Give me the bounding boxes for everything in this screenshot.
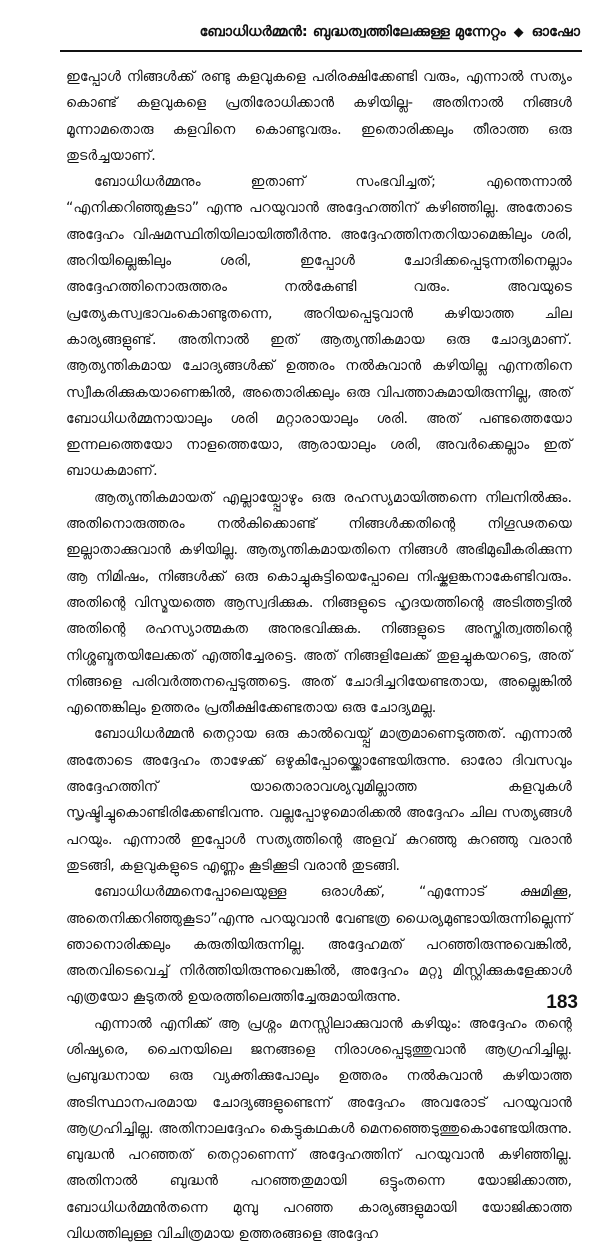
header-rule (60, 50, 582, 52)
diamond-icon: ◆ (513, 24, 524, 40)
paragraph-3: ആത്യന്തികമായത് എല്ലായ്പ്പോഴും ഒരു രഹസ്യമായിത്തന്നെ നിലനിൽക്കും. അതിനൊരുത്തരം നൽകിക്കൊണ്ട് നിങ്ങൾക്കതിന്റെ നിഗൂഢതയെ ഇല്ലാതാക്കുവാൻ കഴിയില്ല. ആത്യന്തികമായതിനെ നിങ്ങൾ അഭിമുഖീകരിക്കുന്ന ആ നിമിഷം, നിങ്ങൾക്ക് ഒരു കൊച്ചുകുട്ടിയെപ്പോലെ നിഷ്കളങ്കനാകേണ്ടിവരും. അതിന്റെ വിസ്മയത്തെ ആസ്വദിക്കുക. നിങ്ങളുടെ ഹൃദയത്തിന്റെ അടിത്തട്ടിൽ അതിന്റെ രഹസ്യാത്മകത അനുഭവിക്കുക. നിങ്ങളുടെ അസ്തിത്വത്തിന്റെ നിശ്ശബ്ദതയിലേക്കത് എത്തിച്ചേരട്ടെ. അത് നിങ്ങളിലേക്ക് തുളച്ചുകയറട്ടെ, അത് നിങ്ങളെ പരിവർത്തനപ്പെടുത്തട്ടെ. അത് ചോദിച്ചറിയേണ്ടതായ, അല്ലെങ്കിൽ എന്തെങ്കിലും ഉത്തരം പ്രതീക്ഷിക്കേണ്ടതായ ഒരു ചോദ്യമല്ല. (66, 489, 572, 717)
body-text (66, 64, 572, 1247)
header-author: ഓഷോ (531, 24, 580, 40)
page-number: 183 (546, 992, 578, 1013)
running-header (60, 24, 580, 40)
paragraph-1: ഇപ്പോൾ നിങ്ങൾക്ക് രണ്ടു കളവുകളെ പരിരക്ഷിക്കേണ്ടി വരും, എന്നാൽ സത്യം കൊണ്ട് കളവുകളെ പ്രതിരോധിക്കാൻ കഴിയില്ല- അതിനാൽ നിങ്ങൾ മൂന്നാമതൊരു കളവിനെ കൊണ്ടുവരും. ഇതൊരിക്കലും തീരാത്ത ഒരു തുടർച്ചയാണ്. (66, 69, 572, 164)
header-title: ബോധിധർമ്മൻ: ബുദ്ധത്വത്തിലേക്കുള്ള മുന്നേറ്റം (199, 24, 506, 40)
paragraph-2: ബോധിധർമ്മനും ഇതാണ് സംഭവിച്ചത്; എന്തെന്നാൽ “എനിക്കറിഞ്ഞുകൂടാ” എന്നു പറയുവാൻ അദ്ദേഹത്തിന് കഴിഞ്ഞില്ല. അതോടെ അദ്ദേഹം വിഷമസ്ഥിതിയിലായിത്തീർന്നു. അദ്ദേഹത്തിനതറിയാമെങ്കിലും ശരി, അറിയില്ലെങ്കിലും ശരി, ഇപ്പോൾ ചോദിക്കപ്പെടുന്നതിനെല്ലാം അദ്ദേഹത്തിനൊരുത്തരം നൽകേണ്ടി വരും. അവയുടെ പ്രത്യേകസ്വഭാവംകൊണ്ടുതന്നെ, അറിയപ്പെടുവാൻ കഴിയാത്ത ചില കാര്യങ്ങളുണ്ട്. അതിനാൽ ഇത് ആത്യന്തികമായ ഒരു ചോദ്യമാണ്. ആത്യന്തികമായ ചോദ്യങ്ങൾക്ക് ഉത്തരം നൽകുവാൻ കഴിയില്ല എന്നതിനെ സ്വീകരിക്കുകയാണെങ്കിൽ, അതൊരിക്കലും ഒരു വിപത്താകുമായിരുന്നില്ല, അത് ബോധിധർമ്മനായാലും ശരി മറ്റാരായാലും ശരി. അത് പണ്ടത്തെയോ ഇന്നലത്തെയോ നാളത്തെയോ, ആരായാലും ശരി, അവർക്കെല്ലാം ഇത് ബാധകമാണ്. (66, 174, 572, 480)
paragraph-6: എന്നാൽ എനിക്ക് ആ പ്രശ്നം മനസ്സിലാക്കുവാൻ കഴിയും: അദ്ദേഹം തന്റെ ശിഷ്യരെ, ചൈനയിലെ ജനങ്ങളെ നിരാശപ്പെടുത്തുവാൻ ആഗ്രഹിച്ചില്ല. പ്രബുദ്ധനായ ഒരു വ്യക്തിക്കുപോലും ഉത്തരം നൽകുവാൻ കഴിയാത്ത അടിസ്ഥാനപരമായ ചോദ്യങ്ങളുണ്ടെന്ന് അദ്ദേഹം അവരോട് പറയുവാൻ ആഗ്രഹിച്ചില്ല. അതിനാലദ്ദേഹം കെട്ടുകഥകൾ മെനഞ്ഞെടുത്തുകൊണ്ടേയിരുന്നു. ബുദ്ധൻ പറഞ്ഞത് തെറ്റാണെന്ന് അദ്ദേഹത്തിന് പറയുവാൻ കഴിഞ്ഞില്ല. അതിനാൽ ബുദ്ധൻ പറഞ്ഞതുമായി ഒട്ടുംതന്നെ യോജിക്കാത്ത, ബോധിധർമ്മൻതന്നെ മുമ്പു പറഞ്ഞ കാര്യങ്ങളുമായി യോജിക്കാത്ത വിധത്തിലുള്ള വിചിത്രമായ ഉത്തരങ്ങളെ അദ്ദേഹ (66, 1015, 572, 1243)
paragraph-4: ബോധിധർമ്മൻ തെറ്റായ ഒരു കാൽവെയ്പ്പ് മാത്രമാണെടുത്തത്. എന്നാൽ അതോടെ അദ്ദേഹം താഴേക്ക് ഒഴുകിപ്പോയ്ക്കൊണ്ടേയിരുന്നു. ഓരോ ദിവസവും അദ്ദേഹത്തിന് യാതൊരാവശ്യവുമില്ലാത്ത കളവുകൾ സൃഷ്ടിച്ചുകൊണ്ടിരിക്കേണ്ടിവന്നു. വല്ലപ്പോഴുമൊരിക്കൽ അദ്ദേഹം ചില സത്യങ്ങൾ പറയും. എന്നാൽ ഇപ്പോൾ സത്യത്തിന്റെ അളവ് കുറഞ്ഞു കുറഞ്ഞു വരാൻ തുടങ്ങി, കളവുകളുടെ എണ്ണം കൂടിക്കൂടി വരാൻ തുടങ്ങി. (66, 726, 572, 874)
paragraph-5: ബോധിധർമ്മനെപ്പോലെയുള്ള ഒരാൾക്ക്, “എന്നോട് ക്ഷമിക്കൂ, അതെനിക്കറിഞ്ഞുകൂടാ”എന്നു പറയുവാൻ വേണ്ടത്ര ധൈര്യമുണ്ടായിരുന്നില്ലെന്ന് ഞാനൊരിക്കലും കരുതിയിരുന്നില്ല. അദ്ദേഹമത് പറഞ്ഞിരുന്നുവെങ്കിൽ, അതവിടെവെച്ച് നിർത്തിയിരുന്നുവെങ്കിൽ, അദ്ദേഹം മറ്റു മിസ്റ്റിക്കുകളേക്കാൾ എത്രയോ കൂടുതൽ ഉയരത്തിലെത്തിച്ചേരുമായിരുന്നു. (66, 884, 572, 1006)
